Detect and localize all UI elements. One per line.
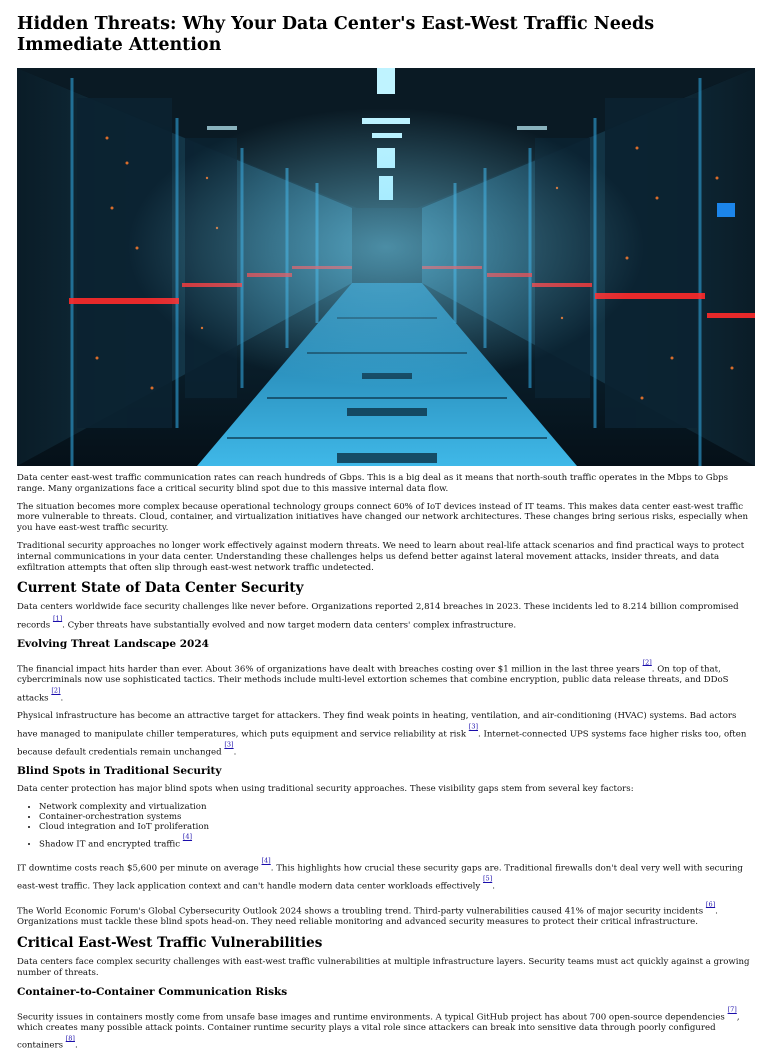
citation-link-2b[interactable]: [2] (51, 687, 61, 696)
blind-spots-paragraph-3: The World Economic Forum's Global Cybersecurity Outlook 2024 shows a troubling trend. Third-party vulnerabilities caused 41% of major security incidents [6]. Organizations must tackle these blind spots head-on. They need reliable monitoring and advanced security measures to protect their critical infrastructure. (17, 900, 718, 928)
section-heading-current-state: Current State of Data Center Security (17, 580, 304, 597)
blind-spots-paragraph-1: Data center protection has major blind spots when using traditional security approaches. These visibility gaps stem from several key factors: (17, 784, 634, 794)
article-title: Hidden Threats: Why Your Data Center's East-West Traffic Needs Immediate Attention (17, 14, 655, 55)
citation-link-2[interactable]: [2] (642, 658, 652, 667)
citation-link-4[interactable]: [4] (182, 832, 193, 841)
citation-link-4b[interactable]: [4] (261, 857, 271, 866)
intro-paragraph-2: The situation becomes more complex because operational technology groups connect 60% of IoT devices instead of IT teams. This makes data center east-west traffic more vulnerable to threats. Cloud, container, and virtualization initiatives have changed our network architectures. These changes bring serious risks, especially when you have east-west traffic security. (17, 501, 748, 534)
hero-image-data-center-corridor (17, 68, 755, 466)
list-item: • Shadow IT and encrypted traffic [4] (39, 832, 751, 849)
blind-spots-paragraph-2: IT downtime costs reach $5,600 per minute on average [4]. This highlights how crucial these security gaps are. Traditional firewalls don't deal very well with securing east-west traffic. They lack application context and can't handle modern data center workloads effectively [5]. (17, 857, 743, 892)
server-corridor-illustration (17, 68, 755, 466)
intro-paragraph-3: Traditional security approaches no longer work effectively against modern threats. We need to learn about real-life attack scenarios and find practical ways to protect internal communications in your data center. Understanding these challenges helps us defend better against lateral movement attacks, insider threats, and data exfiltration attempts that often slip through east-west network traffic undetected. (17, 540, 745, 573)
vulnerabilities-paragraph: Data centers face complex security challenges with east-west traffic vulnerabilities at multiple infrastructure layers. Security teams must act quickly against a growing number of threats. (17, 956, 750, 978)
list-item: • Cloud integration and IoT proliferation (39, 822, 751, 832)
evolving-threat-paragraph-2: Physical infrastructure has become an attractive target for attackers. They find weak points in heating, ventilation, and air-conditioning (HVAC) systems. Bad actors have managed to manipulate chiller temperatures, which puts equipment and service reliability at risk [3]. Internet-connected UPS systems face higher risks too, often because default credentials remain unchanged [3]. (17, 711, 747, 758)
citation-link-5[interactable]: [5] (483, 875, 493, 884)
citation-link-6[interactable]: [6] (705, 900, 716, 909)
citation-link-3b[interactable]: [3] (224, 740, 234, 749)
list-item: • Container-orchestration systems (39, 812, 751, 822)
evolving-threat-paragraph-1: The financial impact hits harder than ever. About 36% of organizations have dealt with breaches costing over $1 million in the last three years [2]. On top of that, cybercriminals now use sophisticated tactics. Their methods include multi-level extortion schemes that combine encryption, public data release threats, and DDoS attacks [2]. (17, 658, 729, 704)
citation-link-1[interactable]: [1] (52, 614, 63, 623)
citation-link-8[interactable]: [8] (65, 1034, 75, 1043)
container-risks-paragraph: Security issues in containers mostly come from unsafe base images and runtime environments. A typical GitHub project has about 700 open-source dependencies [7], which creates many possible attack points. Container runtime security plays a vital role since attackers can break into sensitive data through poorly configured containers [8]. (17, 1005, 740, 1051)
subsection-heading-container-risks: Container-to-Container Communication Risks (17, 985, 288, 998)
section-heading-east-west-vulnerabilities: Critical East-West Traffic Vulnerabilities (17, 934, 323, 951)
citation-link-3[interactable]: [3] (468, 722, 478, 731)
intro-paragraph-1: Data center east-west traffic communication rates can reach hundreds of Gbps. This is a big deal as it means that north-south traffic operates in the Mbps to Gbps range. Many organizations face a critical security blind spot due to this massive internal data flow. (17, 473, 729, 494)
subsection-heading-evolving-threat: Evolving Threat Landscape 2024 (17, 638, 209, 651)
citation-link-7[interactable]: [7] (727, 1005, 737, 1014)
blind-spots-list (17, 802, 751, 849)
current-state-paragraph: Data centers worldwide face security challenges like never before. Organizations reported 2,814 breaches in 2023. These incidents led to 8.214 billion compromised records [1]. Cyber threats have substantially evolved and now target modern data centers' complex infrastructure. (17, 602, 739, 631)
subsection-heading-blind-spots: Blind Spots in Traditional Security (17, 765, 222, 777)
list-item: • Network complexity and virtualization (39, 802, 751, 812)
